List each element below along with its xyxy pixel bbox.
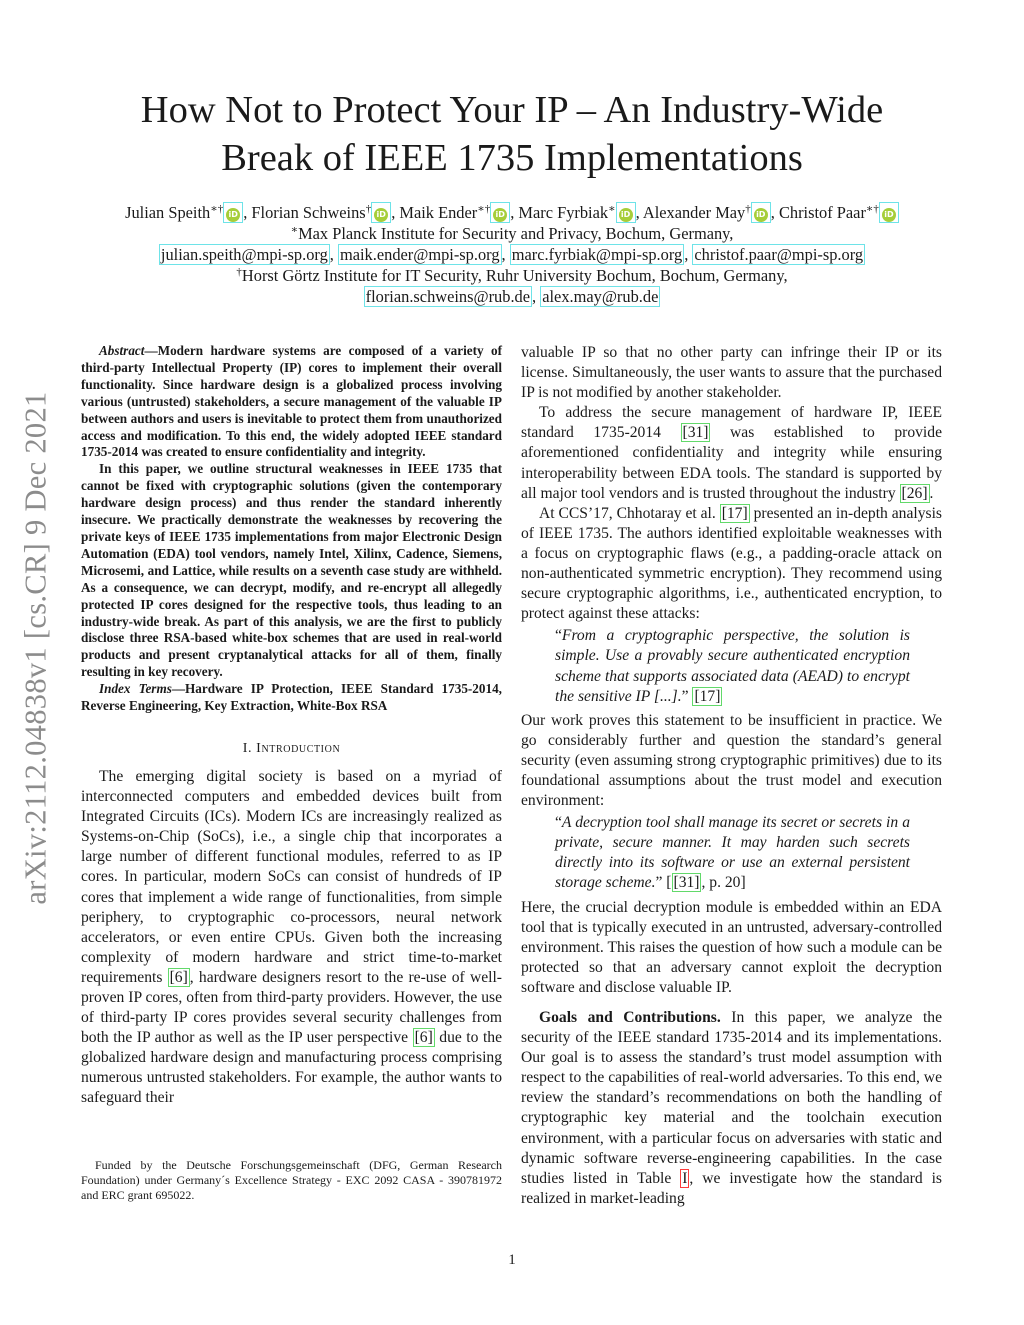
orcid-icon: iD: [226, 208, 240, 222]
quote-text: From a cryptographic perspective, the solution is simple. Use a provably secure authenticated encryption scheme that supports associated data (AEAD) to encrypt the sensitive IP [...].: [555, 627, 910, 705]
funding-footnote: Funded by the Deutsche Forschungsgemeinschaft (DFG, German Research Foundation) under Germany´s Excellence Strategy - EXC 2092 CASA - 390781972 and ERC grant 695022.: [81, 1158, 502, 1202]
citation-link[interactable]: [6]: [414, 1029, 433, 1047]
paragraph-heading: Goals and Contributions.: [539, 1009, 721, 1026]
body-text: , we investigate how the standard is realized in market-leading: [521, 1169, 942, 1207]
body-text: .: [929, 484, 934, 502]
left-column: [81, 343, 502, 1109]
body-paragraph: [521, 1008, 942, 1209]
email-list-2: florian.schweins@rub.de , alex.may@rub.de: [365, 287, 659, 306]
arxiv-identifier: [18, 365, 54, 930]
author-block: [60, 202, 964, 307]
citation-page: , p. 20]: [701, 874, 746, 892]
author-affiliation-mark: †: [745, 203, 751, 215]
body-paragraph: [81, 767, 502, 1109]
abstract: [81, 343, 502, 715]
orcid-link[interactable]: [751, 202, 771, 223]
body-paragraph: valuable IP so that no other party can infringe their IP or its license. Simultaneously, the user wants to assure that the purchased IP is not modified by another stakeholder.: [521, 344, 942, 402]
citation-link[interactable]: [17]: [721, 504, 748, 522]
orcid-link[interactable]: [490, 202, 510, 223]
author-name: , Florian Schweins: [243, 203, 366, 222]
orcid-icon: iD: [754, 208, 768, 222]
author-affiliation-mark: ∗†: [477, 203, 491, 215]
abstract-paragraph: In this paper, we outline structural weaknesses in IEEE 1735 that cannot be fixed with cryptographic solutions (given the contemporary hardware design process) and thus render the standard inherently insecure. We practically demonstrate the weaknesses by recovering the private keys of IEEE 1735 implementations from major Electronic Design Automation (EDA) tool vendors, namely Intel, Xilinx, Cadence, Siemens, Microsemi, and Lattice, while results on a seventh case study are withheld. As a consequence, we can decrypt, modify, and re-encrypt all allegedly protected IP cores designed for the respective tools, thus leading to an industry-wide break. As part of this analysis, we are the first to publicly disclose three RSA-based white-box schemes that are used in real-world products and present cryptanalytical attacks for all of them, finally resulting in key recovery.: [81, 461, 502, 680]
body-paragraph: [521, 403, 942, 503]
body-paragraph: [521, 504, 942, 625]
orcid-link[interactable]: [371, 202, 391, 223]
block-quote: [555, 813, 910, 893]
body-text: To address the secure management of hardware IP, IEEE standard 1735-2014: [521, 404, 942, 442]
author-name: Julian Speith: [125, 203, 211, 222]
right-column: [521, 343, 942, 1209]
author-name: , Christof Paar: [770, 203, 866, 222]
citation-link[interactable]: [17]: [694, 687, 721, 705]
abstract-label: Abstract: [99, 343, 145, 358]
arxiv-identifier-text: arXiv:2112.04838v1 [cs.CR] 9 Dec 2021: [18, 390, 53, 905]
introduction-body: [81, 767, 502, 1109]
quote-mark: ”: [681, 687, 693, 705]
author-affiliation-mark: ∗†: [210, 203, 224, 215]
orcid-link[interactable]: [223, 202, 243, 223]
email-link[interactable]: florian.schweins@rub.de: [365, 287, 531, 306]
orcid-link[interactable]: [616, 202, 636, 223]
author-affiliation-mark: ∗: [608, 203, 616, 215]
orcid-icon: iD: [493, 208, 507, 222]
email-list-1: julian.speith@mpi-sp.org , maik.ender@mpi-sp.org , marc.fyrbiak@mpi-sp.org , christof.paar@mpi-sp.org: [160, 245, 864, 264]
body-text: , hardware designers resort to the re-use of well-proven IP cores, often from third-party providers. However, the use of third-party IP cores provides several security challenges from both the IP author as well as the IP user perspective: [81, 968, 502, 1047]
section-heading: I. Introduction: [242, 740, 341, 756]
title-line-1: How Not to Protect Your IP – An Industry-Wide: [140, 89, 884, 131]
quote-text: A decryption tool shall manage its secret or secrets in a private, secure manner. It may harden such secrets directly into its software or use an external persistent storage scheme.: [555, 814, 910, 892]
citation-link[interactable]: [6]: [169, 968, 188, 986]
body-paragraph: Our work proves this statement to be insufficient in practice. We go considerably further and question the standard’s general security (even assuming strong cryptographic primitives) due to its foundational assumptions about the trust model and execution environment:: [521, 711, 942, 810]
author-name: , Marc Fyrbiak: [510, 203, 609, 222]
orcid-icon: iD: [374, 208, 388, 222]
quote-mark: “: [555, 814, 562, 832]
citation-link[interactable]: [26]: [901, 484, 928, 502]
author-name: , Maik Ender: [391, 203, 478, 222]
body-text: due to the globalized hardware design and manufacturing process comprising numerous untrusted stakeholders. For example, the author wants to safeguard their: [81, 1029, 502, 1107]
right-body: [521, 343, 942, 624]
paper-title: [60, 86, 964, 182]
orcid-icon: iD: [882, 208, 896, 222]
body-text: was established to provide aforementioned confidentiality and integrity while ensuring interoperability between EDA tools. The standard is supported by all major tool vendors and is trusted throughout the industry: [521, 424, 942, 502]
author-name: , Alexander May: [635, 203, 746, 222]
index-terms-label: Index Terms: [99, 681, 172, 697]
email-link[interactable]: marc.fyrbiak@mpi-sp.org: [511, 245, 683, 264]
quote-bracket: [: [666, 874, 672, 892]
body-text: presented an in-depth analysis of IEEE 1735. The authors identified exploitable weaknesses with a focus on cryptographic flaws (e.g., a padding-oracle attack on non-authenticated symmetric encryption). They recommend using secure cryptographic algorithms, i.e., authenticated encryption, to protect against these attacks:: [521, 504, 942, 623]
email-link[interactable]: maik.ender@mpi-sp.org: [339, 245, 500, 264]
author-list: [60, 202, 964, 223]
body-text: The emerging digital society is based on a myriad of interconnected computers and embedded devices built from Integrated Circuits (ICs). Modern ICs are increasingly realized as Systems-on-Chip (SoCs), i.e., a single chip that incorporates a large number of different functional modules, referred to as IP cores. In particular, modern SoCs can consist of hundreds of IP cores that implement a wide range of functionalities, from simple periphery, to cryptographic co-processors, neural network accelerators, or even entire CPUs. Given both the increasing complexity of modern hardware and strict time-to-market requirements: [81, 767, 502, 986]
email-link[interactable]: alex.may@rub.de: [542, 287, 659, 306]
author-affiliation-mark: ∗†: [865, 203, 879, 215]
author-affiliation-mark: †: [365, 203, 372, 215]
citation-link[interactable]: [31]: [682, 424, 709, 442]
body-paragraph: Here, the crucial decryption module is embedded within an EDA tool that is typically executed in an untrusted, adversary-controlled environment. This raises the question of how such a module can be protected so that an adversary cannot exploit the decryption software and disclose valuable IP.: [521, 898, 942, 996]
index-terms-text: —Hardware IP Protection, IEEE Standard 1735-2014, Reverse Engineering, Key Extraction, White-Box RSA: [81, 681, 502, 714]
affiliation-mark: †: [236, 266, 242, 278]
index-terms: [81, 681, 502, 715]
affiliation-text: Horst Görtz Institute for IT Security, Ruhr University Bochum, Bochum, Germany,: [241, 266, 788, 285]
abstract-paragraph: [81, 343, 502, 461]
body-text: In this paper, we analyze the security of the IEEE standard 1735-2014 and its implementations. Our goal is to assess the standard’s trust model assumption with respect to the capabilities of real-world adversaries. To this end, we review the standard’s recommendations on both the handling of cryptographic key material and the toolchain execution environment, with a particular focus on adversaries with static and dynamic software reverse-engineering capabilities. In the case studies listed in Table: [521, 1009, 942, 1187]
affiliation-text: Max Planck Institute for Security and Privacy, Bochum, Germany,: [298, 224, 734, 243]
page-number: 1: [508, 1252, 516, 1268]
right-body: [521, 711, 942, 811]
quote-mark: “: [555, 627, 562, 645]
affiliation-2: [60, 265, 964, 286]
citation-link[interactable]: [31]: [673, 874, 700, 892]
title-line-2: Break of IEEE 1735 Implementations: [221, 137, 803, 179]
affiliation-mark: ∗: [290, 224, 299, 236]
table-reference-link[interactable]: I: [682, 1169, 688, 1187]
right-body: [521, 898, 942, 1209]
quote-mark: ”: [655, 874, 667, 892]
orcid-icon: iD: [619, 208, 633, 222]
body-text: At CCS’17, Chhotaray et al.: [539, 504, 720, 522]
affiliation-1: [60, 223, 964, 244]
block-quote: [555, 626, 910, 706]
email-link[interactable]: christof.paar@mpi-sp.org: [694, 245, 864, 264]
abstract-text: —Modern hardware systems are composed of a variety of third-party Intellectual Property (IP) cores to implement their overall functionality. Since hardware design is a globalized process involving various (untrusted) stakeholders, a secure management of the valuable IP between authors and users is inevitable to protect them from unauthorized access and modification. To this end, the widely adopted IEEE standard 1735-2014 was created to ensure confidentiality and integrity.: [81, 343, 502, 460]
email-link[interactable]: julian.speith@mpi-sp.org: [160, 245, 328, 264]
orcid-link[interactable]: [879, 202, 899, 223]
